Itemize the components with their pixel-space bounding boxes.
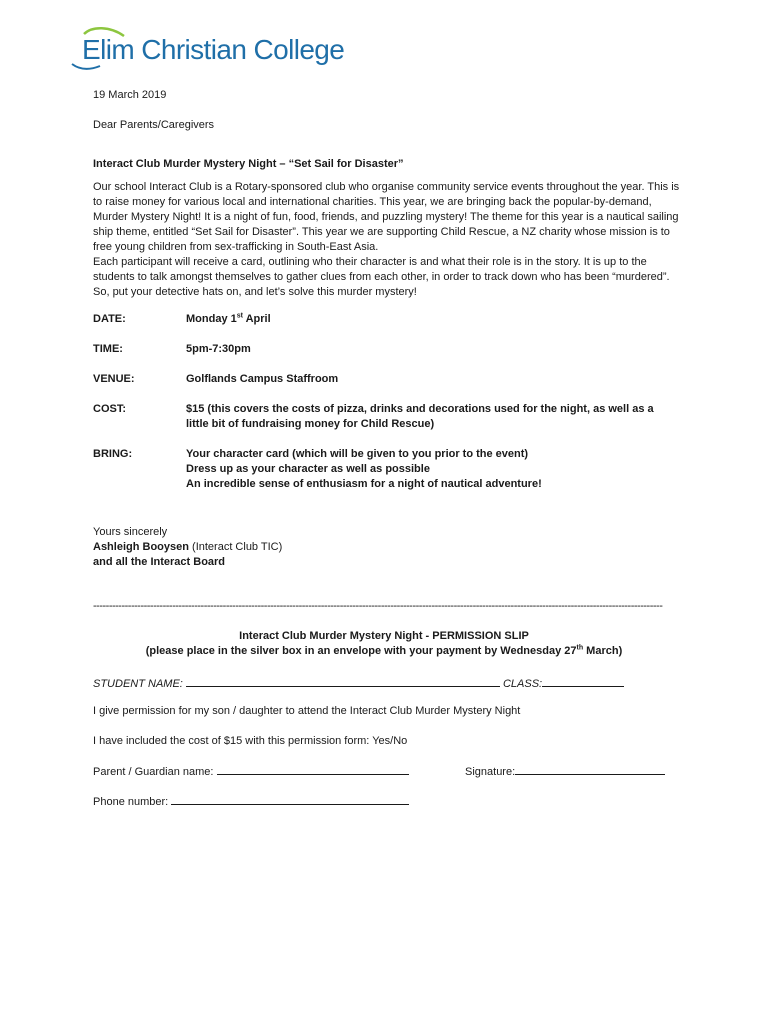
salutation: Dear Parents/Caregivers (93, 119, 215, 131)
student-name-label: STUDENT NAME: (93, 678, 186, 690)
paragraph-2: Each participant will receive a card, outlining who their character is and what their role is in the story. It is up to the students to talk amongst themselves to gather clues from each other, in order to track down who has been “murdered”. So, put your detective hats on, and let’s solve this murder mystery! (93, 256, 670, 298)
closing-phrase: Yours sincerely (93, 526, 168, 538)
college-logo (70, 26, 345, 72)
time-label: TIME: (93, 343, 123, 355)
logo-text: Elim Christian College (82, 34, 345, 65)
cost-line-2: little bit of fundraising money for Child Rescue) (186, 418, 435, 430)
signature-field[interactable] (515, 763, 665, 775)
permission-statement: I give permission for my son / daughter to attend the Interact Club Murder Mystery Night (93, 705, 521, 717)
letter-date: 19 March 2019 (93, 89, 167, 101)
detail-time (93, 342, 683, 357)
bring-item: An incredible sense of enthusiasm for a night of nautical adventure! (186, 478, 542, 490)
student-name-row (93, 675, 624, 692)
bring-list (186, 447, 683, 492)
phone-row (93, 793, 409, 810)
venue-value: Golflands Campus Staffroom (186, 373, 339, 385)
bring-item: Dress up as your character as well as possible (186, 463, 430, 475)
cost-label: COST: (93, 403, 126, 415)
time-value: 5pm-7:30pm (186, 343, 251, 355)
guardian-name-field[interactable] (217, 763, 409, 775)
date-label: DATE: (93, 313, 126, 325)
detail-cost (93, 402, 683, 432)
phone-field[interactable] (171, 793, 409, 805)
class-label: CLASS: (499, 678, 543, 690)
letter-body (93, 88, 683, 507)
phone-label: Phone number: (93, 796, 172, 808)
letter-closing (93, 525, 282, 570)
slip-subtitle: (please place in the silver box in an envelope with your payment by Wednesday 27th March) (145, 644, 623, 657)
detail-venue (93, 372, 683, 387)
guardian-name-row (93, 763, 409, 780)
paragraph-1: Our school Interact Club is a Rotary-sponsored club who organise community service events throughout the year. This is to raise money for various local and international charities. This year, we are bringing back the popular-by-demand, Murder Mystery Night! It is a night of fun, food, friends, and puzzling mystery! The theme for this year is a nautical sailing ship theme, entitled “Set Sail for Disaster”. This year we are supporting Child Rescue, a NZ charity whose mission is to free young children from sex-trafficking in South-East Asia. (93, 181, 680, 253)
venue-label: VENUE: (93, 373, 135, 385)
bring-item: Your character card (which will be given to you prior to the event) (186, 448, 529, 460)
signature-label: Signature: (465, 766, 516, 778)
date-value: Monday 1st April (186, 312, 271, 325)
class-field[interactable] (542, 675, 624, 687)
detail-date (93, 312, 683, 327)
cost-statement: I have included the cost of $15 with this permission form: Yes/No (93, 735, 408, 747)
signer-extra: and all the Interact Board (93, 556, 226, 568)
event-details (93, 312, 683, 492)
signer-name: Ashleigh Booysen (93, 541, 189, 553)
guardian-name-label: Parent / Guardian name: (93, 766, 217, 778)
bring-label: BRING: (93, 448, 133, 460)
cost-value (186, 402, 683, 432)
slip-title: Interact Club Murder Mystery Night - PERMISSION SLIP (239, 630, 529, 642)
letter-paragraphs (93, 180, 683, 300)
signer-role: (Interact Club TIC) (188, 541, 283, 553)
detail-bring (93, 447, 683, 492)
letter-heading: Interact Club Murder Mystery Night – “Set Sail for Disaster” (93, 158, 404, 170)
cut-line-divider: ------------------------------------------------------------------------------------------------------------------------------------------------------------------------------------ (93, 600, 663, 612)
signature-row (465, 763, 665, 780)
cost-line-1: $15 (this covers the costs of pizza, drinks and decorations used for the night, as well as a (186, 403, 654, 415)
student-name-field[interactable] (186, 675, 500, 687)
signer-line (93, 540, 282, 555)
